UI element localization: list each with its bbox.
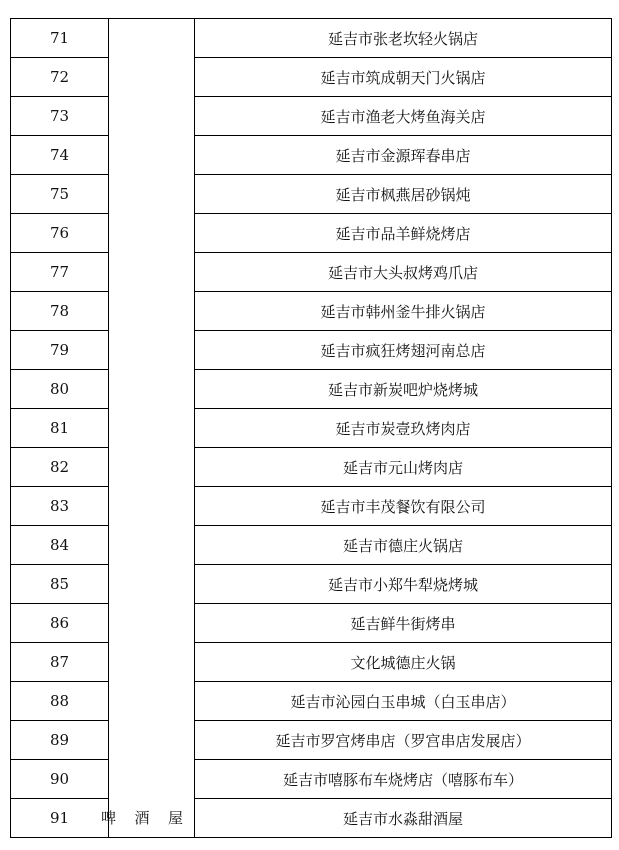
table-row (11, 409, 612, 448)
row-number: 85 (11, 565, 109, 604)
table-row (11, 682, 612, 721)
row-number: 76 (11, 214, 109, 253)
table-row (11, 175, 612, 214)
row-number: 74 (11, 136, 109, 175)
row-number: 78 (11, 292, 109, 331)
row-number: 72 (11, 58, 109, 97)
restaurant-name: 延吉市小郑牛犁烧烤城 (195, 565, 612, 604)
restaurant-name: 延吉市丰茂餐饮有限公司 (195, 487, 612, 526)
row-number: 83 (11, 487, 109, 526)
restaurant-name: 延吉市水淼甜酒屋 (195, 799, 612, 838)
restaurant-name: 延吉市疯狂烤翅河南总店 (195, 331, 612, 370)
row-number: 73 (11, 97, 109, 136)
restaurant-name: 延吉市渔老大烤鱼海关店 (195, 97, 612, 136)
table-row (11, 565, 612, 604)
restaurant-name: 延吉市元山烤肉店 (195, 448, 612, 487)
category-cell (109, 19, 195, 799)
row-number: 77 (11, 253, 109, 292)
row-number: 79 (11, 331, 109, 370)
row-number: 71 (11, 19, 109, 58)
restaurant-name: 延吉市金源珲春串店 (195, 136, 612, 175)
table-row (11, 370, 612, 409)
restaurant-name: 文化城德庄火锅 (195, 643, 612, 682)
table-row (11, 136, 612, 175)
restaurant-name: 延吉市沁园白玉串城（白玉串店） (195, 682, 612, 721)
restaurant-name: 延吉市炭壹玖烤肉店 (195, 409, 612, 448)
table-row (11, 721, 612, 760)
table-row (11, 19, 612, 58)
restaurant-name: 延吉市新炭吧炉烧烤城 (195, 370, 612, 409)
table-row (11, 58, 612, 97)
category-char: 啤 (101, 809, 117, 828)
restaurant-name: 延吉市筑成朝天门火锅店 (195, 58, 612, 97)
category-cell-last (101, 799, 195, 838)
restaurant-name: 延吉市韩州釜牛排火锅店 (195, 292, 612, 331)
restaurant-name: 延吉市罗宫烤串店（罗宫串店发展店） (195, 721, 612, 760)
restaurant-name: 延吉市枫燕居砂锅炖 (195, 175, 612, 214)
table-row (11, 799, 612, 838)
table-row (11, 760, 612, 799)
restaurant-name: 延吉市张老坎轻火锅店 (195, 19, 612, 58)
category-char: 屋 (167, 809, 183, 828)
row-number: 88 (11, 682, 109, 721)
row-number: 80 (11, 370, 109, 409)
row-number: 91 (11, 799, 109, 838)
row-number: 75 (11, 175, 109, 214)
table-row (11, 487, 612, 526)
restaurant-name: 延吉市品羊鲜烧烤店 (195, 214, 612, 253)
table-row (11, 526, 612, 565)
row-number: 89 (11, 721, 109, 760)
row-number: 87 (11, 643, 109, 682)
restaurant-table (10, 18, 612, 838)
table-row (11, 331, 612, 370)
table-row (11, 643, 612, 682)
table-row (11, 253, 612, 292)
table-row (11, 214, 612, 253)
row-number: 86 (11, 604, 109, 643)
row-number: 82 (11, 448, 109, 487)
restaurant-name: 延吉市嘻豚布车烧烤店（嘻豚布车） (195, 760, 612, 799)
table-row (11, 448, 612, 487)
table-row (11, 97, 612, 136)
table-row (11, 604, 612, 643)
row-number: 84 (11, 526, 109, 565)
category-char: 酒 (134, 809, 150, 828)
restaurant-name: 延吉市德庄火锅店 (195, 526, 612, 565)
table-row (11, 292, 612, 331)
restaurant-name: 延吉鲜牛街烤串 (195, 604, 612, 643)
restaurant-name: 延吉市大头叔烤鸡爪店 (195, 253, 612, 292)
row-number: 90 (11, 760, 109, 799)
row-number: 81 (11, 409, 109, 448)
